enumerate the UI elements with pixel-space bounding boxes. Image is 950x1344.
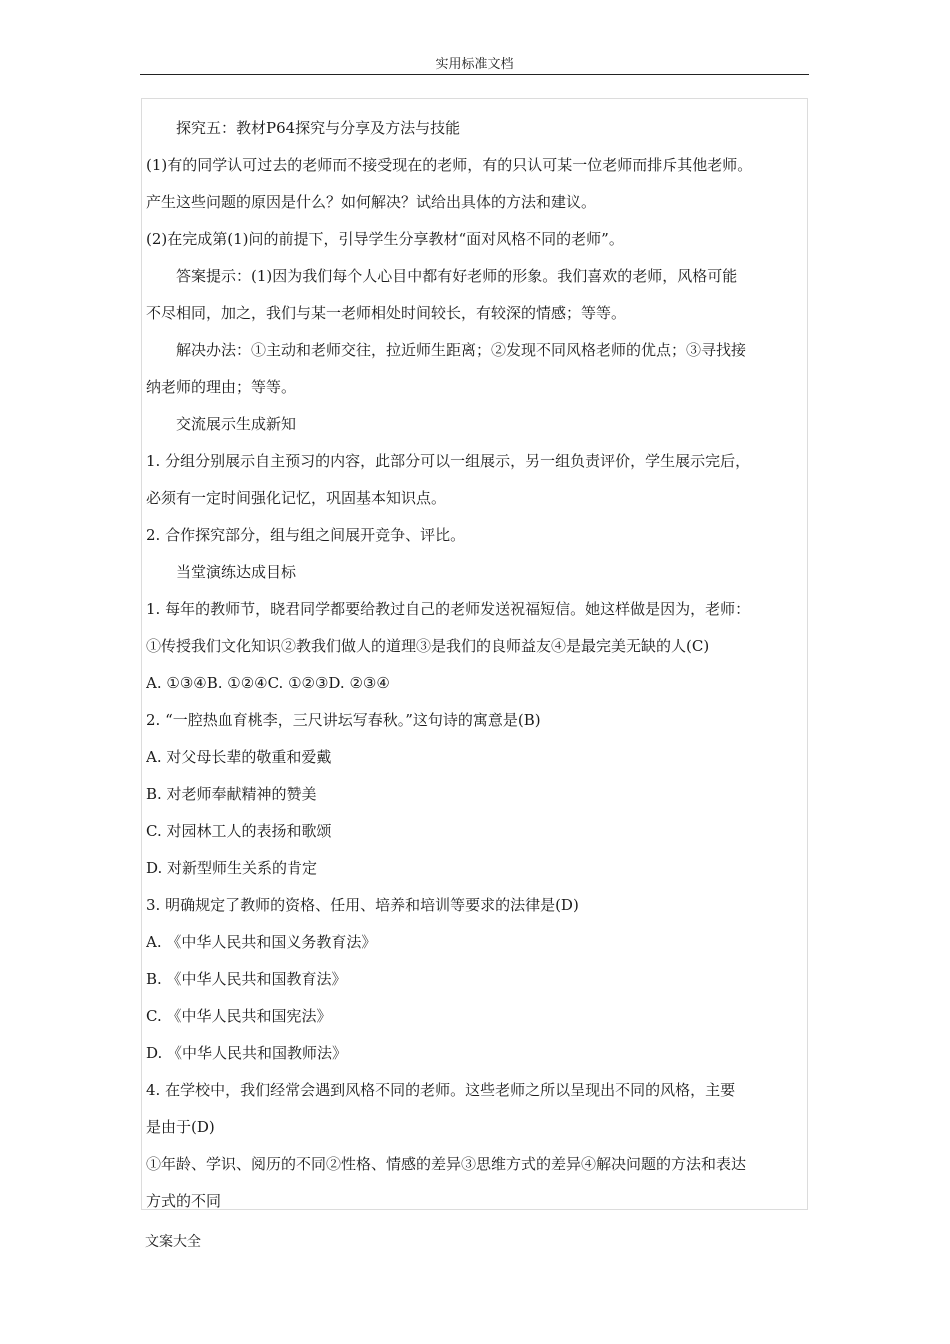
text-line: 产生这些问题的原因是什么？如何解决？试给出具体的方法和建议。 bbox=[146, 193, 597, 211]
text-line: 2. “一腔热血育桃李，三尺讲坛写春秋。”这句诗的寓意是(B) bbox=[146, 711, 541, 729]
text-line: 1. 分组分别展示自主预习的内容，此部分可以一组展示，另一组负责评价，学生展示完后， bbox=[146, 452, 751, 470]
content-box bbox=[141, 98, 808, 1210]
text-line: B. 对老师奉献精神的赞美 bbox=[146, 785, 317, 803]
text-line: 必须有一定时间强化记忆，巩固基本知识点。 bbox=[146, 489, 447, 507]
text-line: 2. 合作探究部分，组与组之间展开竞争、评比。 bbox=[146, 526, 466, 544]
text-line: B. 《中华人民共和国教育法》 bbox=[146, 970, 347, 988]
text-line: (1)有的同学认可过去的老师而不接受现在的老师，有的只认可某一位老师而排斥其他老师。 bbox=[146, 156, 753, 174]
footer-text: 文案大全 bbox=[145, 1234, 201, 1250]
text-line: C. 对园林工人的表扬和歌颂 bbox=[146, 822, 332, 840]
text-line: 3. 明确规定了教师的资格、任用、培养和培训等要求的法律是(D) bbox=[146, 896, 579, 914]
text-line: 是由于(D) bbox=[146, 1118, 215, 1136]
text-line: 方式的不同 bbox=[146, 1192, 222, 1210]
text-line: 当堂演练达成目标 bbox=[176, 563, 297, 581]
text-line: D. 《中华人民共和国教师法》 bbox=[146, 1044, 348, 1062]
text-line: 1. 每年的教师节，晓君同学都要给教过自己的老师发送祝福短信。她这样做是因为，老师： bbox=[146, 600, 751, 618]
text-line: 交流展示生成新知 bbox=[176, 415, 297, 433]
text-line: ①传授我们文化知识②教我们做人的道理③是我们的良师益友④是最完美无缺的人(C) bbox=[146, 637, 710, 655]
text-line: D. 对新型师生关系的肯定 bbox=[146, 859, 318, 877]
text-line: ①年龄、学识、阅历的不同②性格、情感的差异③思维方式的差异④解决问题的方法和表达 bbox=[146, 1155, 747, 1173]
text-line: 解决办法：①主动和老师交往，拉近师生距离；②发现不同风格老师的优点；③寻找接 bbox=[176, 341, 747, 359]
text-line: 4. 在学校中，我们经常会遇到风格不同的老师。这些老师之所以呈现出不同的风格，主要 bbox=[146, 1081, 736, 1099]
header-title: 实用标准文档 bbox=[435, 57, 514, 72]
text-line: (2)在完成第(1)问的前提下，引导学生分享教材“面对风格不同的老师”。 bbox=[146, 230, 624, 248]
text-line: 探究五：教材P64探究与分享及方法与技能 bbox=[176, 119, 461, 137]
text-line: A. ①③④B. ①②④C. ①②③D. ②③④ bbox=[146, 674, 390, 692]
text-line: C. 《中华人民共和国宪法》 bbox=[146, 1007, 332, 1025]
text-line: A. 《中华人民共和国义务教育法》 bbox=[146, 933, 377, 951]
page-footer bbox=[145, 1232, 201, 1252]
text-line: 不尽相同，加之，我们与某一老师相处时间较长，有较深的情感；等等。 bbox=[146, 304, 627, 322]
page-header bbox=[140, 56, 809, 75]
text-line: 答案提示：(1)因为我们每个人心目中都有好老师的形象。我们喜欢的老师，风格可能 bbox=[176, 267, 738, 285]
text-lines bbox=[146, 113, 808, 1223]
text-line: 纳老师的理由；等等。 bbox=[146, 378, 297, 396]
text-line: A. 对父母长辈的敬重和爱戴 bbox=[146, 748, 332, 766]
